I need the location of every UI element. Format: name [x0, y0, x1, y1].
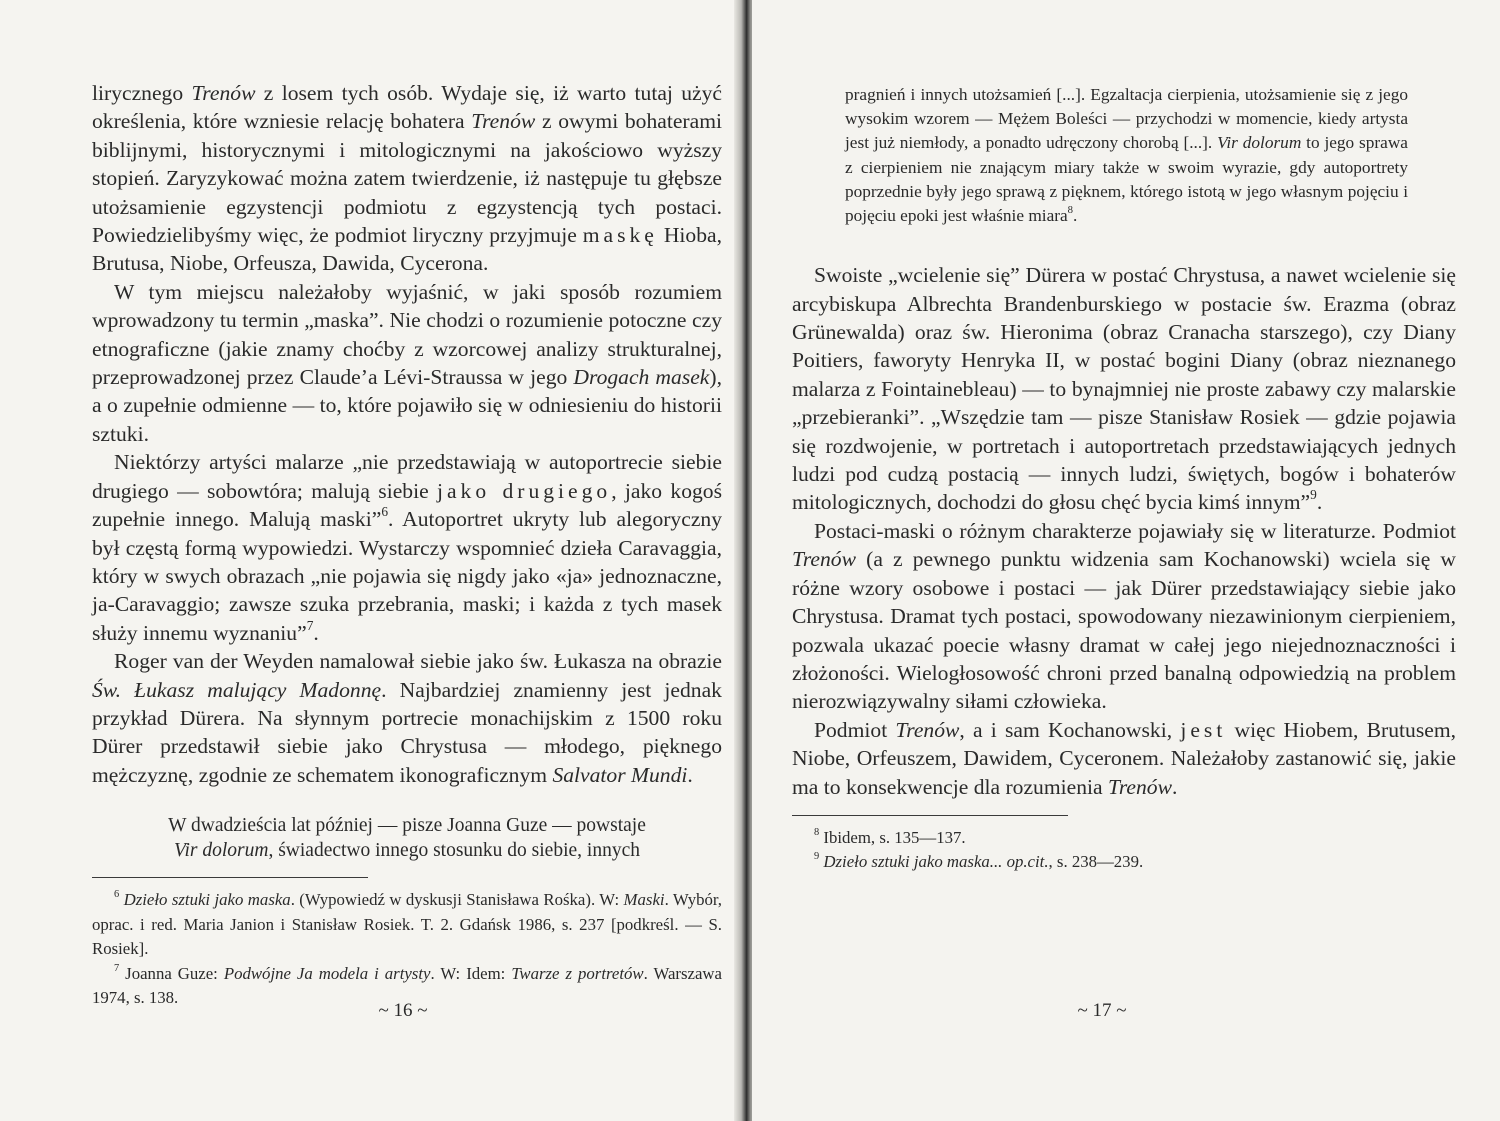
quote-line: W dwadzieścia lat później — pisze Joanna Guze — powstaje — [168, 815, 646, 837]
paragraph: Niektórzy artyści malarze „nie przedstawiają w autoportrecie siebie drugiego — sobowtóra; malują siebie jako drugiego, jako kogoś zupełnie innego. Malują maski”$^6$. Autoportret ukryty lub alegoryczny był częstą formą wypowiedzi. Wystarczy wspomnieć dzieła Caravaggia, który w swych obrazach „nie pojawia się nigdy jako «ja» jednoznaczne, ja-Caravaggio; zawsze szuka przebrania, maski; i każda z tych masek służy innemu wyznaniu”$^7$. — [92, 450, 722, 645]
right-page — [752, 0, 1500, 1121]
block-quote — [792, 83, 1456, 228]
left-column — [92, 79, 722, 1011]
footnote: $^8$ Ibidem, s. 135—137. — [814, 826, 966, 847]
left-page — [0, 0, 745, 1121]
footnote-ref[interactable]: 8 — [1067, 203, 1074, 216]
paragraph: Podmiot Trenów, a i sam Kochanowski, jest więc Hiobem, Brutusem, Niobe, Orfeuszem, Dawidem, Cyceronem. Należałoby zastanowić się, jakie ma to konsekwencje dla rozumienia Trenów. — [792, 717, 1457, 799]
footnote-divider — [792, 815, 1068, 816]
paragraph: Roger van der Weyden namalował siebie jako św. Łukasza na obrazie Św. Łukasz malujący Madonnę. Najbardziej znamienny jest jednak przykład Dürera. Na słynnym portrecie monachijskim z 1500 roku Dürer przedstawił siebie jako Chrystusa — młodego, pięknego mężczyznę, zgodnie ze schematem ikonograficznym Salvator Mundi. — [92, 649, 722, 787]
left-body-text — [92, 79, 722, 789]
footnote: $^6$ Dzieło sztuki jako maska. (Wypowiedź w dyskusji Stanisława Rośka). W: Maski. Wybór, oprac. i red. Maria Janion i Stanisław Rosiek. T. 2. Gdańsk 1986, s. 237 [podkreśl. — S. Rosiek]. — [92, 889, 722, 959]
paragraph: Postaci-maski o różnym charakterze pojawiały się w literaturze. Podmiot Trenów (a z pewnego punktu widzenia sam Kochanowski) wciela się w różne wzory osobowe i postaci — jak Dürer przedstawiający siebie jako Chrystusa. Dramat tych postaci, spowodowany niezawinionym cierpieniem, pozwala ukazać poecie własny dramat w całej jego niejednoznaczności i złożoności. Wielogłosowość chroni przed banalną odpowiedzią na problem nierozwiązywalny siłami człowieka. — [792, 518, 1456, 714]
block-quote — [92, 813, 722, 863]
footnote: $^9$ Dzieło sztuki jako maska... op.cit., s. 238—239. — [814, 851, 1144, 872]
page-number: ~ 16 ~ — [378, 1000, 428, 1021]
paragraph: Swoiste „wcielenie się” Dürera w postać Chrystusa, a nawet wcielenie się arcybiskupa Albrechta Brandenburskiego w postacie św. Erazma (obraz Grünewalda) oraz św. Hieronima (obraz Cranacha starszego), czy Diany Poitiers, faworyty Henryka II, w postać bogini Diany (obraz nieznanego malarza z Fointainebleau) — to bynajmniej nie proste zabawy czy malarskie „przebieranki”. „Wszędzie tam — pisze Stanisław Rosiek — gdzie pojawia się rozdwojenie, w portretach i autoportretach przedstawiających jednych ludzi pod cudzą postacią — innych ludzi, świętych, bogów i bohaterów mitologicznych, dochodzi do głosu chęć bycia kimś innym”$^9$. — [792, 263, 1456, 515]
footnote-ref[interactable]: 7 — [306, 617, 314, 633]
right-body-text — [792, 261, 1456, 801]
footnote-divider — [92, 877, 368, 878]
footnotes — [92, 888, 722, 1011]
footnote-ref[interactable]: 9 — [1310, 487, 1317, 503]
page-number: ~ 17 ~ — [1077, 1000, 1127, 1021]
quote-line: Vir dolorum, świadectwo innego stosunku do siebie, innych — [174, 840, 640, 862]
quote-text: pragnień i innych utożsamień [...]. Egzaltacja cierpienia, utożsamienie się z jego wysokim wzorem — Mężem Boleści — przychodzi w momencie, kiedy artysta jest już niemłody, a ponadto udręczony chorobą [...]. Vir dolorum to jego sprawa z cierpieniem nie znającym miary także w swoim wyrazie, gdy autoportrety poprzednie były jego sprawą z pięknem, którego istotą w jego własnym pojęciu i pojęciu epoki jest właśnie miara$^8$. — [845, 85, 1408, 226]
footnote: $^7$ Joanna Guze: Podwójne Ja modela i artysty. W: Idem: Twarze z portretów. Warszawa 1974, s. 138. — [92, 962, 722, 1008]
right-column — [792, 83, 1456, 875]
footnotes — [792, 826, 1456, 875]
footnote-ref[interactable]: 6 — [381, 503, 388, 519]
paragraph: lirycznego Trenów z losem tych osób. Wydaje się, iż warto tutaj użyć określenia, które wzniesie relację bohatera Trenów z owymi bohaterami biblijnymi, historycznymi i mitologicznymi na jakościowo wyższy stopień. Zaryzykować można zatem twierdzenie, iż następuje tu głębsze utożsamienie egzystencji podmiotu z egzystencją tych postaci. Powiedzielibyśmy więc, że podmiot liryczny przyjmuje maskę Hioba, Brutusa, Niobe, Orfeusza, Dawida, Cycerona. — [92, 81, 722, 276]
paragraph: W tym miejscu należałoby wyjaśnić, w jaki sposób rozumiem wprowadzony tu termin „maska”. Nie chodzi o rozumienie potoczne czy etnograficzne (jakie znamy choćby z wzorcowej analizy strukturalnej, przeprowadzonej przez Claude’a Lévi-Straussa w jego Drogach masek), a o zupełnie odmienne — to, które pojawiło się w odniesieniu do historii sztuki. — [92, 279, 722, 446]
